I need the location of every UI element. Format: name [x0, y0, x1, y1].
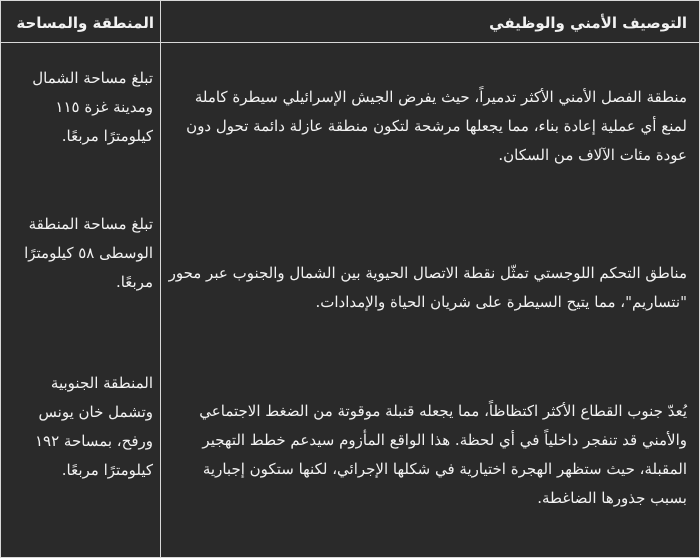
row-1-area: تبلغ مساحة الشمال ومدينة غزة ١١٥ كيلومترًا مربعًا. [32, 69, 153, 145]
row-3-area: المنطقة الجنوبية وتشمل خان يونس ورفح، بمساحة ١٩٢ كيلومترًا مربعًا. [34, 374, 153, 479]
header-description: التوصيف الأمني والوظيفي [489, 14, 687, 32]
row-3-description: يُعدّ جنوب القطاع الأكثر اكتظاظاً، مما يجعله قنبلة موقوتة من الضغط الاجتماعي والأمني قد تنفجر داخلياً في أي لحظة. هذا الواقع المأزوم سيدعم خطط التهجير المقبلة، حيث ستظهر الهجرة اختيارية في شكلها الإجرائي، لكنها ستكون إجبارية بسبب جذورها الضاغطة. [199, 402, 687, 507]
column-divider [160, 1, 161, 557]
header-divider [1, 42, 699, 43]
row-1-description: منطقة الفصل الأمني الأكثر تدميراً، حيث يفرض الجيش الإسرائيلي سيطرة كاملة لمنع أي عملية إعادة بناء، مما يجعلها مرشحة لتكون منطقة عازلة دائمة تحول دون عودة مئات الآلاف من السكان. [186, 88, 687, 164]
header-area: المنطقة والمساحة [16, 14, 154, 32]
row-2-area: تبلغ مساحة المنطقة الوسطى ٥٨ كيلومترًا مربعًا. [24, 215, 153, 291]
row-2-description: مناطق التحكم اللوجستي تمثّل نقطة الاتصال الحيوية بين الشمال والجنوب عبر محور "نتساريم"، مما يتيح السيطرة على شريان الحياة والإمدادات. [168, 264, 687, 311]
